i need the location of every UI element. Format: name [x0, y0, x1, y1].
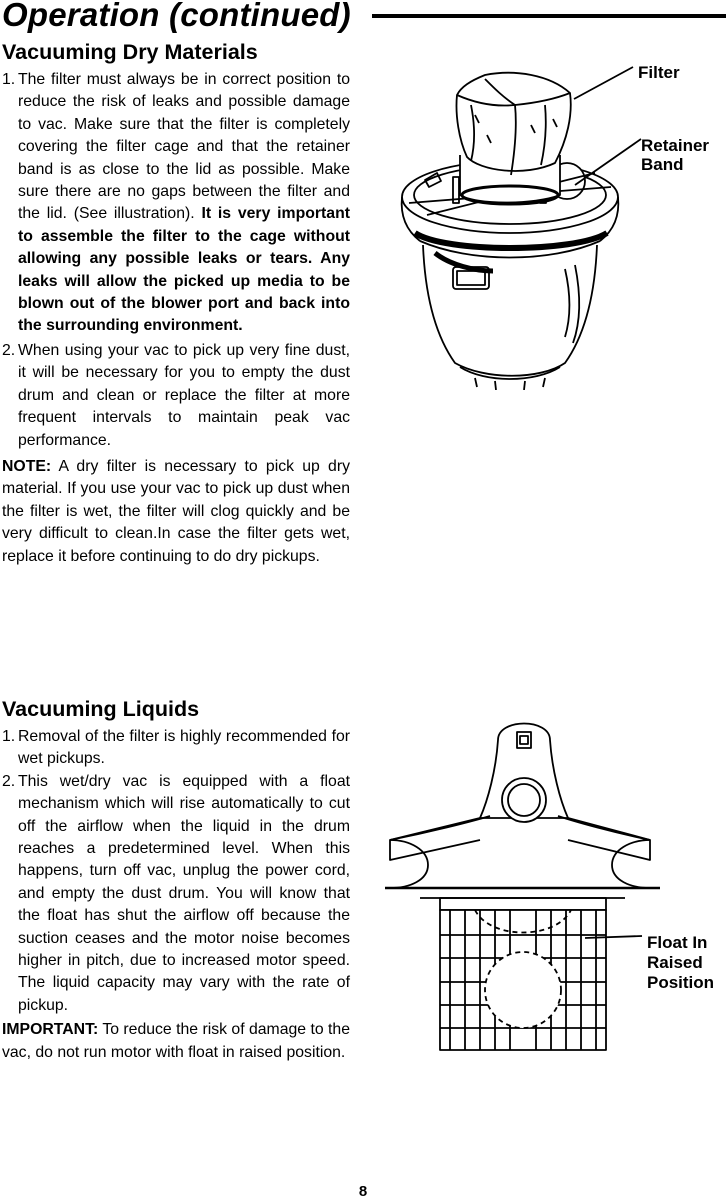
dry-item-2-number: 2.	[2, 341, 16, 359]
float-cage-drawing	[380, 700, 726, 1058]
liquids-section	[2, 697, 350, 1064]
liquids-item-1	[2, 726, 350, 771]
callout-float-line3: Position	[647, 973, 715, 992]
dry-item-1-number: 1.	[2, 71, 16, 88]
callout-float-line1: Float In	[647, 933, 708, 952]
dry-note-label: NOTE:	[2, 457, 52, 475]
dry-item-1-warning: It is very important to assemble the filter to the cage without allowing any possible leaks or tears. Any leaks will allow the picked up media to be blown out of the blower port and back into the surrounding environment.	[18, 205, 350, 335]
dry-list	[2, 69, 350, 452]
page-number: 8	[358, 1183, 368, 1200]
filter-illustration	[375, 45, 726, 390]
dry-note	[2, 456, 350, 568]
callout-filter: Filter	[638, 63, 680, 82]
title-rule	[372, 14, 726, 18]
callout-retainer-line2: Band	[641, 155, 684, 174]
liquids-heading: Vacuuming Liquids	[2, 697, 200, 721]
page-title: Operation (continued)	[2, 0, 351, 33]
dry-item-2-text: When using your vac to pick up very fine dust, it will be necessary for you to empty the dust drum and clean or replace the filter at more frequent intervals to maintain peak vac performance.	[18, 341, 350, 449]
dry-item-1	[2, 69, 350, 338]
dry-section	[2, 40, 350, 568]
dry-item-1-text: The filter must always be in correct position to reduce the risk of leaks and possible damage to vac. Make sure that the filter is completely covering the filter cage and that the retainer band is as close to the lid as possible. Make sure there are no gaps between the filter and the lid. (See illustration).	[18, 71, 350, 223]
float-illustration	[380, 700, 726, 1058]
liquids-list	[2, 726, 350, 1017]
callout-float-line2: Raised	[647, 953, 703, 972]
dry-heading: Vacuuming Dry Materials	[2, 40, 258, 64]
dry-note-text: A dry filter is necessary to pick up dry material. If you use your vac to pick up dust when the filter is wet, the filter will clog quickly and be very difficult to clean.In case the filter gets wet, replace it before continuing to do dry pickups.	[2, 457, 350, 565]
liquids-item-2-number: 2.	[2, 772, 16, 790]
liquids-item-1-text: Removal of the filter is highly recommended for wet pickups.	[18, 728, 350, 768]
liquids-important-text: To reduce the risk of damage to the vac, do not run motor with float in raised position.	[2, 1021, 350, 1061]
liquids-item-2-text: This wet/dry vac is equipped with a float mechanism which will rise automatically to cut off the airflow when the liquid in the drum reaches a predetermined level. When this happens, turn off vac, unplug the power cord, and empty the dust drum. You will know that the float has shut the airflow off because the suction ceases and the motor noise becomes higher in pitch, due to increased motor speed. The liquid capacity may vary with the rate of pickup.	[18, 772, 350, 1014]
liquids-important-label: IMPORTANT:	[2, 1021, 99, 1039]
callout-retainer-line1: Retainer	[641, 136, 710, 155]
liquids-item-2	[2, 771, 350, 1017]
liquids-important	[2, 1019, 350, 1064]
liquids-item-1-number: 1.	[2, 728, 16, 745]
dry-item-2	[2, 340, 350, 452]
filter-vac-drawing	[375, 45, 726, 390]
